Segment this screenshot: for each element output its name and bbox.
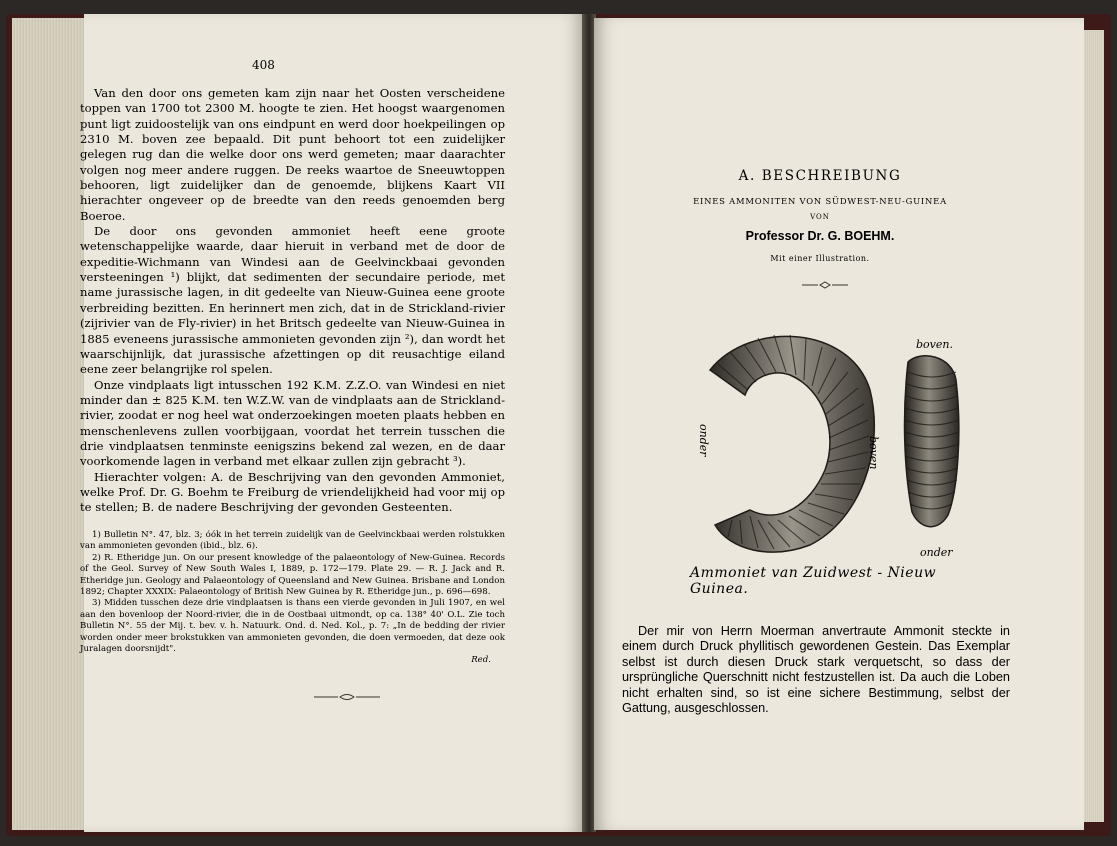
ammonite-side-view [710, 335, 874, 552]
section-title: A. BESCHREIBUNG [738, 168, 902, 184]
ornament-divider [312, 692, 382, 702]
label-onder-side: onder [697, 424, 710, 457]
page-edges-right [1082, 30, 1104, 822]
paragraph: Hierachter volgen: A. de Beschrijving van den gevonden Ammoniet, welke Prof. Dr. G. Boehm te Freiburg de vriendelijkheid had voor mij op te stellen; B. de nadere Beschrijving der gevonden Gesteenten. [80, 469, 505, 515]
footnote-signature: Red. [471, 655, 491, 666]
author-name: Professor Dr. G. BOEHM. [745, 229, 895, 243]
paragraph: Van den door ons gemeten kam zijn naar het Oosten verscheidene toppen van 1700 tot 2300 M. hoogte te zien. Het hoogst waargenomen punt ligt zuidoostelijk van ons eindpunt en werd door hoekpeilingen op 2310 M. boven zee bepaald. Dit punt behoort tot een zuidelijker gelegen rug dan die welke door ons werd gemeten; maar daarachter volgen nog meer andere ruggen. De reeks waartoe de Sneeuwtoppen behooren, ligt zuidelijker dan de genoemde, blijkens Kaart VII hierachter ongeveer op de breedte van den reeds genoemden berg Boeroe. [80, 86, 505, 223]
ammonite-edge-view [905, 356, 959, 527]
paragraph: Onze vindplaats ligt intusschen 192 K.M. Z.Z.O. van Windesi en niet minder dan ± 825 K.M. ten W.Z.W. van de vindplaats aan de Strickland-rivier, zoodat er nog heel wat onderzoekingen moeten plaats hebben en menschenlevens zullen voorbijgaan, voordat het terrein tusschen die drie vindplaatsen tenminste eenigszins bekend zal wezen, en de daar voorkomende lagen in verband met elkaar zullen zijn gebracht ³). [80, 377, 505, 469]
left-body-text [80, 86, 505, 516]
label-boven-side: boven [867, 436, 880, 470]
right-body-text [622, 624, 1010, 716]
section-subtitle: EINES AMMONITEN VON SÜDWEST-NEU-GUINEA [693, 196, 947, 206]
footnote: 3) Midden tusschen deze drie vindplaatsen is thans een vierde gevonden in Juli 1907, en wel aan den bovenloop der Noord-rivier, die in de Oostbaai uitmondt, op ca. 138° 40' O.L. Zie toch Bulletin N°. 55 der Mij. t. bev. v. h. Natuurk. Ond. d. Ned. Kol., p. 7: „In de bedding der rivier worden onder meer brokstukken van ammonieten gevonden, die doen vermoeden, dat deze ook Juralagen doorsnijdt". [80, 598, 505, 655]
figure-caption: Ammoniet van Zuidwest - Nieuw Guinea. [690, 565, 937, 597]
paragraph: De door ons gevonden ammoniet heeft eene groote wetenschappelijke waarde, daar hieruit in verband met de door de expeditie-Wichmann van Windesi aan de Geelvinckbaai gevonden versteeningen ¹) blijkt, dat sedimenten der secundaire periode, met name jurassische lagen, in dit gedeelte van Nieuw-Guinea eene groote verbreiding bezitten. En herinnert men zich, dat in de Strickland-rivier (zijrivier van de Fly-rivier) in het Britsch gedeelte van Nieuw-Guinea in 1885 eveneens jurassische ammonieten gevonden zijn ²), dan wordt het waarschijnlijk, dat jurassische afzettingen op dit reusachtige eiland eene zeer belangrijke rol spelen. [80, 224, 505, 377]
ornament-divider [800, 280, 850, 290]
label-onder: onder [920, 546, 953, 559]
illustration-note: Mit einer Illustration. [770, 254, 870, 263]
byline-von: VON [810, 213, 830, 221]
footnote: 1) Bulletin N°. 47, blz. 3; óók in het terrein zuidelijk van de Geelvinckbaai werden rolstukken van ammonieten gevonden (ibid., blz. 6). [80, 530, 505, 552]
label-boven: boven. [916, 338, 953, 351]
paragraph: Der mir von Herrn Moerman anvertraute Ammonit steckte in einem durch Druck phyllitisch gewordenen Gestein. Das Exemplar selbst ist durch diesen Druck stark verquetscht, so dass der ursprüngliche Querschnitt nicht festzustellen ist. Da auch die Loben nicht erhalten sind, so ist eine sichere Bestimmung, selbst der Gattung, ausgeschlossen. [622, 624, 1010, 716]
page-edges-left [12, 18, 85, 830]
footnotes [80, 530, 505, 667]
footnote: 2) R. Etheridge jun. On our present knowledge of the palaeontology of New-Guinea. Records of the Geol. Survey of New South Wales I, 1889, p. 172—179. Plate 29. — R. J. Jack and R. Etheridge jun. Geology and Palaeontology of Queensland and New Guinea. Brisbane and London 1892; Chapter XXXIX: Palaeontology of British New Guinea by R. Etheridge jun., p. 696—698. [80, 552, 505, 598]
page-number: 408 [252, 58, 275, 72]
